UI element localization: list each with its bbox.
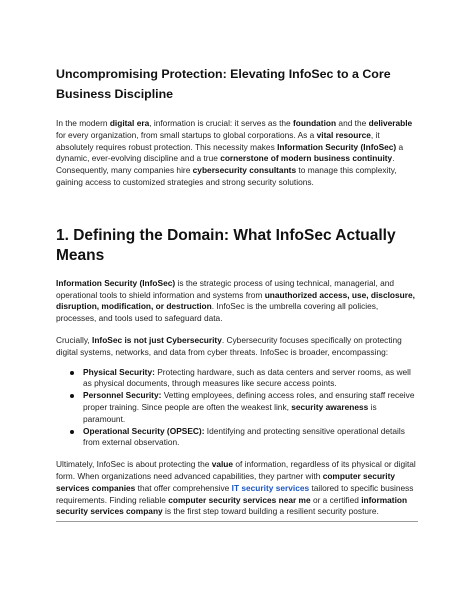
bold-text: Operational Security (OPSEC): [83,425,205,436]
bold-text: computer security services companies [56,470,396,493]
definition-paragraph: Information Security (InfoSec) is the strategic process of using technical, managerial, and operational tools to shield information and systems from unauthorized access, use, disclosure, disruption, modification, or destruction. InfoSec is the umbrella covering all policies, processes, and tools used to safeguard data. [56,277,415,324]
bold-text: computer security services near me [168,494,311,505]
bullet-icon [70,371,74,375]
conclusion-paragraph: Ultimately, InfoSec is about protecting the value of information, regardless of its physical or digital form. When organizations need advanced capabilities, they partner with computer security services companies that offer comprehensive IT security services tailored to specific business requirements. Finding reliable computer security services near me or a certified information security services company is the first step toward building a resilient security posture. [56,459,416,517]
bold-text: unauthorized access, use, disclosure, disruption, modification, or destruction [56,289,415,312]
bold-text: InfoSec is not just Cybersecurity [92,334,222,345]
bold-text: foundation [293,118,337,128]
document-page [56,64,418,518]
list-item [56,367,418,391]
section-1-heading: 1. Defining the Domain: What InfoSec Actually Means [56,226,396,265]
bold-text: digital era [109,118,150,128]
bold-text: information security services company [56,494,408,517]
bold-text: deliverable [368,118,413,128]
intro-paragraph: In the modern digital era, information is crucial: it serves as the foundation and the deliverable for every organization, from small startups to global corporations. As a vital resource, it absolutely requires robust protection. This necessity makes Information Security (InfoSec) a dynamic, ever-evolving discipline and a true cornerstone of modern business continuity. Consequently, many companies hire cybersecurity consultants to manage this complexity, gaining access to customized strategies and strong security solutions. [56,118,413,187]
crucially-paragraph: Crucially, InfoSec is not just Cybersecurity. Cybersecurity focuses specifically on protecting digital systems, networks, and data from cyber threats. InfoSec is broader, encompassing: [56,334,402,357]
bold-text: vital resource [316,129,371,140]
intro-heading: Uncompromising Protection: Elevating InfoSec to a Core Business Discipline [56,67,391,101]
infosec-scope-list [56,367,418,450]
bold-text: Physical Security: [83,366,155,377]
list-item [56,390,418,425]
bullet-icon [70,430,74,434]
bold-text: cybersecurity consultants [192,165,297,176]
list-item-text: Physical Security: Protecting hardware, such as data centers and server rooms, as well as physical documents, through measures like secure access points. [83,366,411,389]
inline-link[interactable]: IT security services [231,482,310,493]
horizontal-divider [56,521,418,522]
bullet-icon [70,394,74,398]
bold-text: cornerstone of modern business continuity [220,153,393,164]
bold-text: value [211,459,234,470]
bold-text: Information Security (InfoSec) [277,141,397,152]
bold-text: Information Security (InfoSec) [56,277,176,288]
list-item [56,426,418,450]
bold-text: security awareness [291,401,369,412]
bold-text: Personnel Security: [83,390,162,401]
list-item-text: Operational Security (OPSEC): Identifying and protecting sensitive operational details from external observation. [83,425,405,448]
list-item-text: Personnel Security: Vetting employees, defining access roles, and ensuring staff receive proper training. Since people are often the weakest link, security awareness is paramount. [83,390,415,424]
